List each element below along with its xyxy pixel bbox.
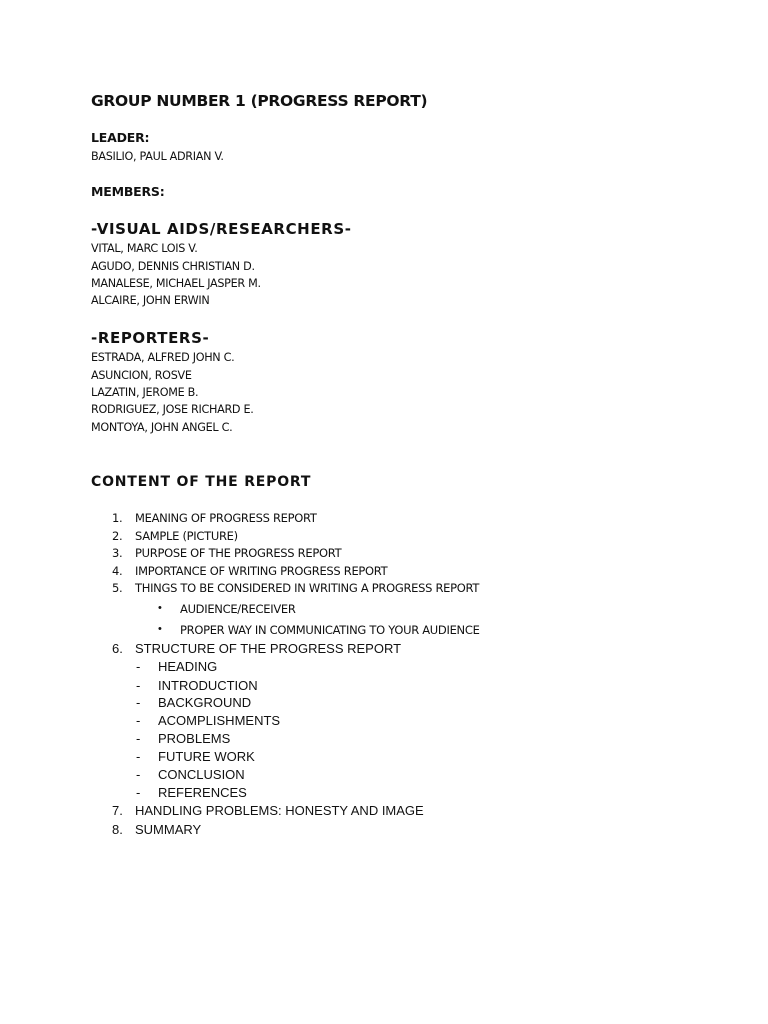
reporter-member: MONTOYA, JOHN ANGEL C. [91,421,233,434]
visual-aids-member: ALCAIRE, JOHN ERWIN [91,294,210,307]
leader-label: LEADER: [91,130,150,145]
document-title: GROUP NUMBER 1 (PROGRESS REPORT) [91,92,428,110]
list-item: SAMPLE (PICTURE) [135,529,238,543]
dash-icon: - [136,785,141,800]
list-number: 8. [112,822,123,837]
list-item: STRUCTURE OF THE PROGRESS REPORT [135,641,402,656]
list-number: 5. [112,581,123,595]
list-number: 4. [112,564,123,578]
sub-item: REFERENCES [158,785,247,800]
sub-item: CONCLUSION [158,767,245,782]
list-item: SUMMARY [135,822,202,837]
list-number: 3. [112,546,123,560]
list-item: MEANING OF PROGRESS REPORT [135,511,317,525]
content-heading: CONTENT OF THE REPORT [91,474,312,490]
visual-aids-member: AGUDO, DENNIS CHRISTIAN D. [91,260,255,273]
bullet-icon: • [158,602,162,614]
list-number: 2. [112,529,123,543]
list-item: PURPOSE OF THE PROGRESS REPORT [135,546,342,560]
list-number: 6. [112,641,123,656]
visual-aids-member: MANALESE, MICHAEL JASPER M. [91,277,261,290]
leader-name: BASILIO, PAUL ADRIAN V. [91,150,224,163]
bullet-item: PROPER WAY IN COMMUNICATING TO YOUR AUDIENCE [180,623,480,637]
reporter-member: RODRIGUEZ, JOSE RICHARD E. [91,403,254,416]
dash-icon: - [136,695,141,710]
visual-aids-heading: -VISUAL AIDS/RESEARCHERS- [91,220,352,238]
reporter-member: ASUNCION, ROSVE [91,369,192,382]
dash-icon: - [136,749,141,764]
list-item: IMPORTANCE OF WRITING PROGRESS REPORT [135,564,388,578]
list-item: THINGS TO BE CONSIDERED IN WRITING A PROGRESS REPORT [135,581,480,595]
sub-item: FUTURE WORK [158,749,255,764]
dash-icon: - [136,713,141,728]
members-label: MEMBERS: [91,184,165,199]
list-number: 1. [112,511,123,525]
bullet-item: AUDIENCE/RECEIVER [180,602,296,616]
sub-item: ACOMPLISHMENTS [158,713,281,728]
sub-item: PROBLEMS [158,731,231,746]
sub-item: HEADING [158,659,218,674]
visual-aids-member: VITAL, MARC LOIS V. [91,242,198,255]
sub-item: INTRODUCTION [158,678,258,693]
list-number: 7. [112,803,123,818]
list-item: HANDLING PROBLEMS: HONESTY AND IMAGE [135,803,424,818]
reporter-member: ESTRADA, ALFRED JOHN C. [91,351,235,364]
sub-item: BACKGROUND [158,695,252,710]
reporters-heading: -REPORTERS- [91,329,210,347]
dash-icon: - [136,678,141,693]
dash-icon: - [136,731,141,746]
reporter-member: LAZATIN, JEROME B. [91,386,199,399]
dash-icon: - [136,659,141,674]
bullet-icon: • [158,623,162,635]
dash-icon: - [136,767,141,782]
